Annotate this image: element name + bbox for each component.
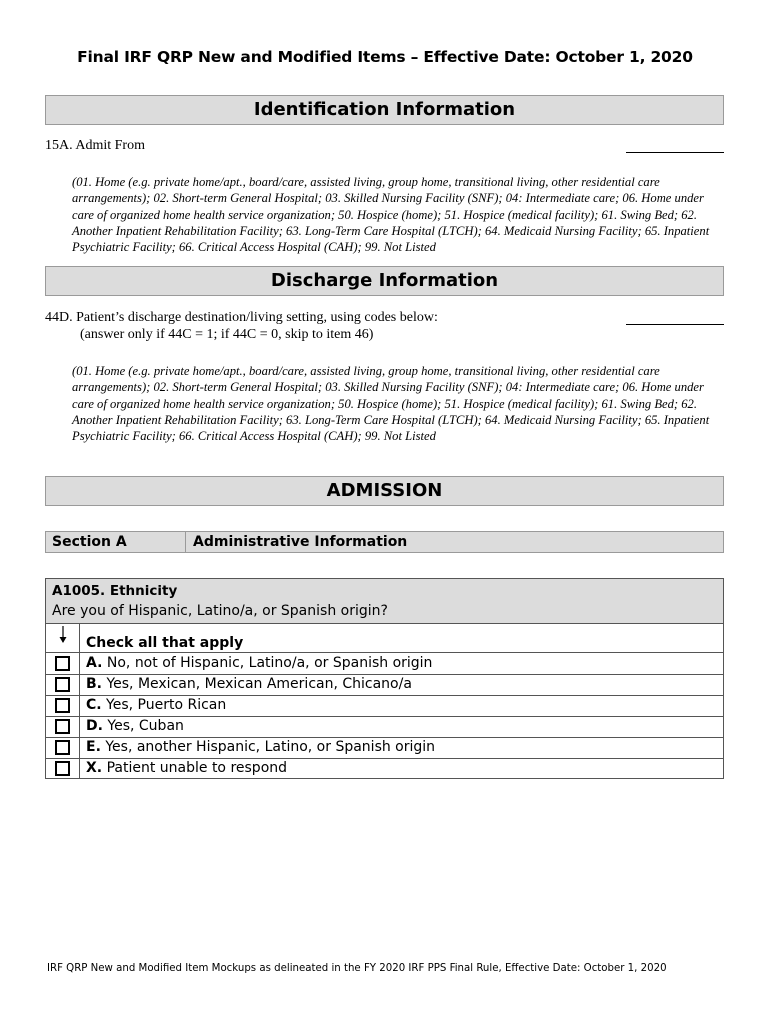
discharge-heading: Discharge Information [45,266,724,296]
option-b-text: Yes, Mexican, Mexican American, Chicano/a [106,676,412,692]
option-x-letter: X. [86,760,103,776]
discharge-destination-note: (answer only if 44C = 1; if 44C = 0, skip to item 46) [80,327,374,342]
checkbox-b[interactable] [55,677,70,692]
checkbox-c[interactable] [55,698,70,713]
option-row-a[interactable] [46,653,723,675]
document-title: Final IRF QRP New and Modified Items – Effective Date: October 1, 2020 [77,48,693,66]
option-row-d[interactable] [46,716,723,738]
option-c-text: Yes, Puerto Rican [106,697,227,713]
option-row-b[interactable] [46,674,723,696]
arrow-down-icon [57,625,69,645]
option-row-c[interactable] [46,695,723,717]
option-d-letter: D. [86,718,103,734]
admit-from-answer-blank[interactable] [626,152,724,153]
instruction-text: Check all that apply [86,635,244,651]
checkbox-e[interactable] [55,740,70,755]
checkbox-x[interactable] [55,761,70,776]
ethnicity-header [46,579,723,624]
admission-heading: ADMISSION [45,476,724,506]
page-footer: IRF QRP New and Modified Item Mockups as delineated in the FY 2020 IRF PPS Final Rule, Effective Date: October 1, 2020 [47,963,667,974]
option-a-letter: A. [86,655,103,671]
option-row-x[interactable] [46,758,723,779]
option-x-text: Patient unable to respond [106,760,288,776]
admit-from-label: 15A. Admit From [45,138,145,153]
identification-heading: Identification Information [45,95,724,125]
option-row-e[interactable] [46,737,723,759]
option-c-letter: C. [86,697,102,713]
checkbox-a[interactable] [55,656,70,671]
section-title: Administrative Information [193,534,408,550]
option-b-letter: B. [86,676,102,692]
section-a-header [45,531,724,553]
option-a-text: No, not of Hispanic, Latino/a, or Spanish origin [106,655,433,671]
option-d-text: Yes, Cuban [107,718,184,734]
option-e-text: Yes, another Hispanic, Latino, or Spanish origin [105,739,436,755]
instruction-row [46,624,723,653]
discharge-destination-label: 44D. Patient’s discharge destination/living setting, using codes below: [45,310,438,325]
ethnicity-code-title: A1005. Ethnicity [52,583,178,599]
ethnicity-question: Are you of Hispanic, Latino/a, or Spanish origin? [52,603,388,619]
section-label: Section A [46,532,186,552]
ethnicity-item-box [45,578,724,779]
option-e-letter: E. [86,739,101,755]
discharge-destination-codes: (01. Home (e.g. private home/apt., board/care, assisted living, group home, transitional living, other residential care arrangements); 02. Short-term General Hospital; 03. Skilled Nursing Facility (SNF); 04: Intermediate care; 06. Home under care of organized home health service organization; 50. Hospice (home); 51. Hospice (medical facility); 61. Swing Bed; 62. Another Inpatient Rehabilitation Facility; 63. Long-Term Care Hospital (LTCH); 64. Medicaid Nursing Facility; 65. Inpatient Psychiatric Facility; 66. Critical Access Hospital (CAH); 99. Not Listed [72,364,710,444]
checkbox-d[interactable] [55,719,70,734]
admit-from-codes: (01. Home (e.g. private home/apt., board/care, assisted living, group home, transitional living, other residential care arrangements); 02. Short-term General Hospital; 03. Skilled Nursing Facility (SNF); 04: Intermediate care; 06. Home under care of organized home health service organization; 50. Hospice (home); 51. Hospice (medical facility); 61. Swing Bed; 62. Another Inpatient Rehabilitation Facility; 63. Long-Term Care Hospital (LTCH); 64. Medicaid Nursing Facility; 65. Inpatient Psychiatric Facility; 66. Critical Access Hospital (CAH); 99. Not Listed [72,175,710,255]
discharge-destination-answer-blank[interactable] [626,324,724,325]
